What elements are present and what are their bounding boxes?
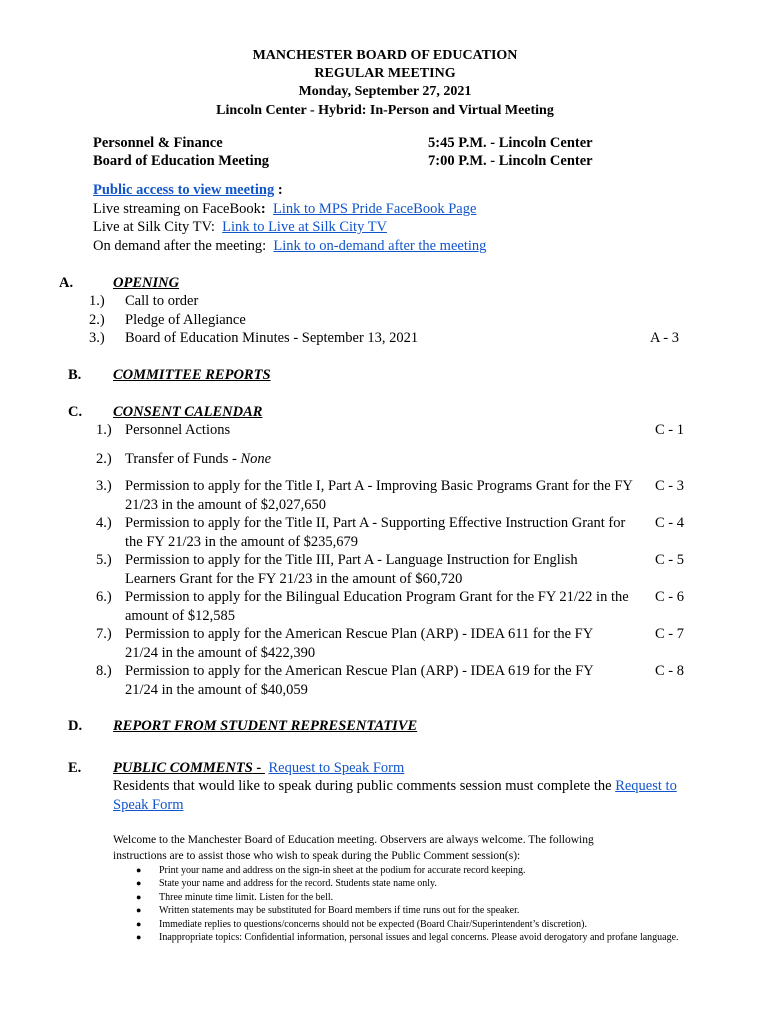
meeting-type: REGULAR MEETING — [314, 66, 456, 81]
public-access-heading: Public access to view meeting : — [93, 182, 283, 198]
bullet-icon: ● — [136, 905, 142, 915]
item-minutes: Board of Education Minutes - September 13, 2021 — [125, 330, 419, 346]
schedule-time-1: 5:45 P.M. - Lincoln Center — [428, 135, 593, 151]
instruction-item: Inappropriate topics: Confidential information, personal issues and legal concerns. Please avoid derogatory and profane language. — [159, 932, 679, 943]
schedule-time-2: 7:00 P.M. - Lincoln Center — [428, 153, 593, 169]
item-number: 6.) — [96, 589, 112, 605]
section-a-title: OPENING — [113, 275, 180, 291]
item-title-ii: Permission to apply for the Title II, Part A - Supporting Effective Instruction Grant for the FY 21/23 in the amount of $235,679 — [125, 515, 626, 550]
welcome-line-2: instructions are to assist those who wish to speak during the Public Comment session(s): — [113, 850, 521, 862]
request-to-speak-link[interactable]: Request to Speak Form — [268, 760, 405, 776]
section-e-heading: PUBLIC COMMENTS - Request to Speak Form — [113, 760, 405, 776]
silk-city-line: Live at Silk City TV: Link to Live at Silk City TV — [93, 219, 388, 235]
item-number: 1.) — [89, 293, 105, 309]
section-e-title: PUBLIC COMMENTS — [113, 760, 253, 776]
item-number: 2.) — [89, 312, 105, 328]
bullet-icon: ● — [136, 919, 142, 929]
org-title: MANCHESTER BOARD OF EDUCATION — [252, 48, 518, 63]
instruction-item: Print your name and address on the sign-in sheet at the podium for accurate record keeping. — [159, 865, 526, 876]
item-transfer-of-funds: Transfer of Funds - None — [125, 451, 272, 467]
item-arp-611: Permission to apply for the American Rescue Plan (ARP) - IDEA 611 for the FY 21/24 in the amount of $422,390 — [125, 626, 593, 661]
item-title-iii: Permission to apply for the Title III, Part A - Language Instruction for English Learners Grant for the FY 21/23 in the amount of $60,720 — [125, 552, 578, 587]
instruction-item: State your name and address for the record. Students state name only. — [159, 878, 437, 889]
section-c-letter: C. — [68, 404, 83, 420]
section-e-letter: E. — [68, 760, 82, 776]
instruction-item: Immediate replies to questions/concerns should not be expected (Board Chair/Superintendent’s discretion). — [159, 919, 587, 930]
item-arp-619: Permission to apply for the American Rescue Plan (ARP) - IDEA 619 for the FY 21/24 in the amount of $40,059 — [125, 663, 594, 698]
section-c-title: CONSENT CALENDAR — [113, 404, 263, 420]
item-call-to-order: Call to order — [125, 293, 199, 309]
item-ref: C - 5 — [655, 552, 684, 568]
schedule-personnel-finance: Personnel & Finance — [93, 135, 223, 151]
bullet-icon: ● — [136, 865, 142, 875]
on-demand-line: On demand after the meeting: Link to on-demand after the meeting — [93, 238, 487, 254]
item-ref: C - 6 — [655, 589, 684, 605]
public-comment-instructions: Residents that would like to speak during public comments session must complete the Request to Speak Form — [113, 778, 677, 813]
section-a-letter: A. — [59, 275, 74, 291]
on-demand-link[interactable]: Link to on-demand after the meeting — [273, 238, 487, 254]
item-number: 3.) — [96, 478, 112, 494]
public-access-link[interactable]: Public access to view meeting — [93, 182, 275, 198]
item-number: 8.) — [96, 663, 112, 679]
instruction-item: Written statements may be substituted for Board members if time runs out for the speaker. — [159, 905, 520, 916]
item-ref: C - 4 — [655, 515, 684, 531]
item-pledge: Pledge of Allegiance — [125, 312, 246, 328]
facebook-line: Live streaming on FaceBook: Link to MPS Pride FaceBook Page — [93, 201, 477, 217]
instruction-item: Three minute time limit. Listen for the bell. — [159, 892, 334, 903]
bullet-icon: ● — [136, 878, 142, 888]
section-b-letter: B. — [68, 367, 82, 383]
section-d-letter: D. — [68, 718, 83, 734]
item-ref: C - 8 — [655, 663, 684, 679]
bullet-icon: ● — [136, 892, 142, 902]
item-ref: A - 3 — [650, 330, 679, 346]
meeting-location: Lincoln Center - Hybrid: In-Person and Virtual Meeting — [216, 103, 554, 118]
bullet-icon: ● — [136, 932, 142, 942]
item-ref: C - 3 — [655, 478, 684, 494]
section-b-title: COMMITTEE REPORTS — [113, 367, 271, 383]
item-number: 5.) — [96, 552, 112, 568]
item-number: 1.) — [96, 422, 112, 438]
item-number: 3.) — [89, 330, 105, 346]
item-number: 7.) — [96, 626, 112, 642]
silk-city-link[interactable]: Link to Live at Silk City TV — [222, 219, 388, 235]
section-d-title: REPORT FROM STUDENT REPRESENTATIVE — [113, 718, 418, 734]
item-ref: C - 7 — [655, 626, 684, 642]
item-number: 4.) — [96, 515, 112, 531]
schedule-board-meeting: Board of Education Meeting — [93, 153, 270, 169]
item-number: 2.) — [96, 451, 112, 467]
meeting-date: Monday, September 27, 2021 — [298, 84, 472, 99]
facebook-link[interactable]: Link to MPS Pride FaceBook Page — [273, 201, 477, 217]
item-title-i: Permission to apply for the Title I, Part A - Improving Basic Programs Grant for the FY 21/23 in the amount of $2,027,650 — [125, 478, 633, 513]
item-bilingual: Permission to apply for the Bilingual Education Program Grant for the FY 21/22 in the amount of $12,585 — [125, 589, 629, 624]
request-to-speak-inline-link[interactable]: Request to Speak Form — [113, 778, 677, 813]
item-personnel-actions: Personnel Actions — [125, 422, 231, 438]
welcome-line-1: Welcome to the Manchester Board of Education meeting. Observers are always welcome. The following — [113, 834, 594, 846]
item-ref: C - 1 — [655, 422, 684, 438]
